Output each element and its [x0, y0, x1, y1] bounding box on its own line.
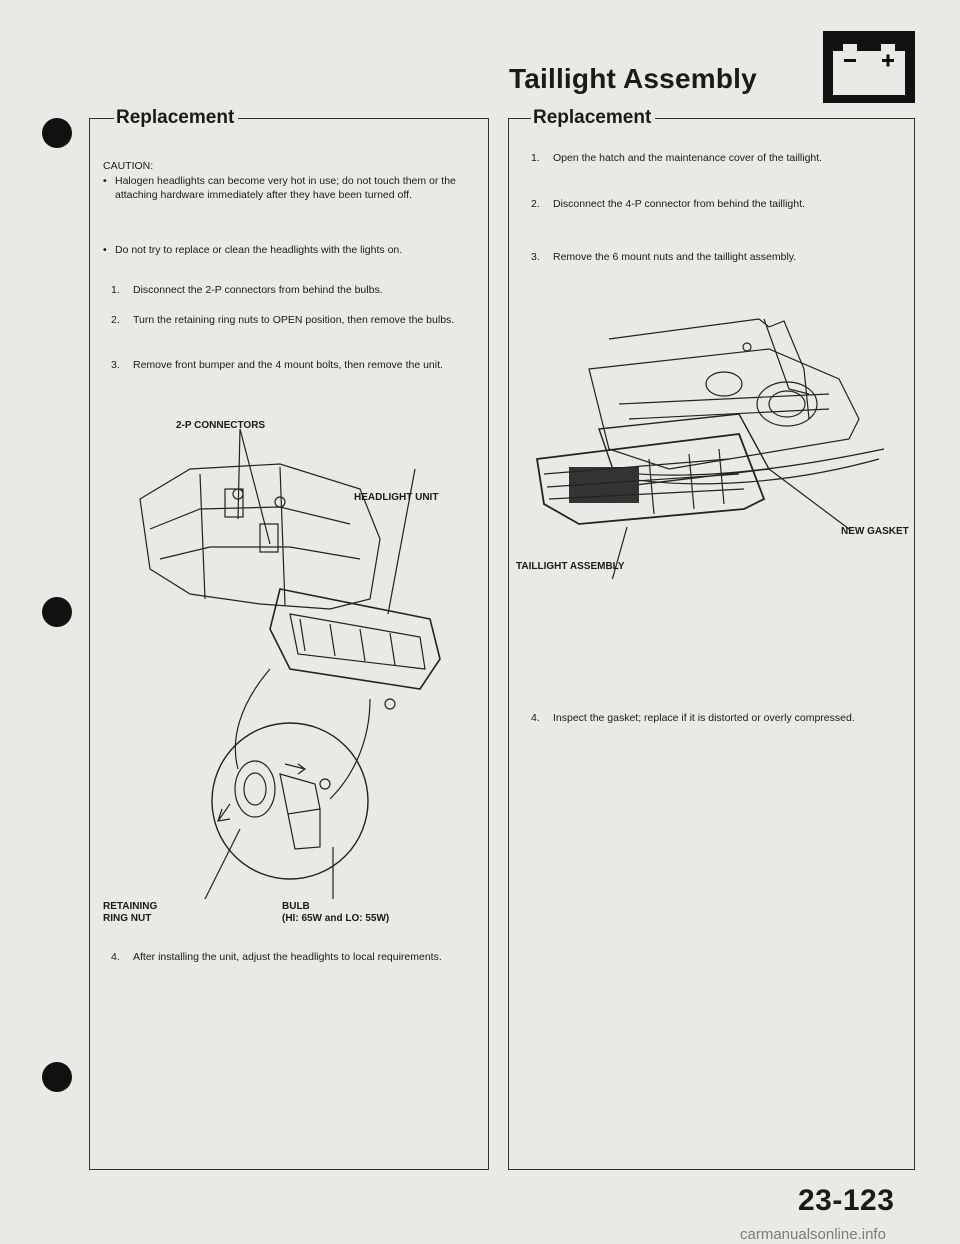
label-headlight-unit: HEADLIGHT UNIT — [354, 492, 439, 503]
label-new-gasket: NEW GASKET — [841, 526, 909, 537]
right-heading: Replacement — [531, 105, 655, 131]
label-taillight-assembly: TAILLIGHT ASSEMBLY — [516, 561, 625, 572]
left-step-2: 2. Turn the retaining ring nuts to OPEN position, then remove the bulbs. — [111, 314, 455, 326]
left-step-4: 4. After installing the unit, adjust the headlights to local requirements. — [111, 951, 442, 963]
caution-bullet-2: • Do not try to replace or clean the headlights with the lights on. — [103, 244, 403, 256]
right-step-4: 4. Inspect the gasket; replace if it is distorted or overly compressed. — [531, 712, 855, 724]
binder-hole-3 — [42, 1062, 72, 1092]
bullet-dot-icon: • — [103, 244, 107, 256]
headlight-replacement-panel — [89, 107, 489, 1170]
left-step-3: 3. Remove front bumper and the 4 mount bolts, then remove the unit. — [111, 359, 443, 371]
caution-bullet-1: • Halogen headlights can become very hot in use; do not touch them or the attaching hardware immediately after they have been turned off. — [103, 175, 456, 201]
taillight-replacement-panel — [508, 107, 915, 1170]
bullet-dot-icon: • — [103, 175, 107, 187]
left-step-1: 1. Disconnect the 2-P connectors from behind the bulbs. — [111, 284, 383, 296]
label-bulb-1: BULB — [282, 901, 310, 912]
right-step-1: 1. Open the hatch and the maintenance cover of the taillight. — [531, 152, 823, 164]
battery-icon — [823, 31, 915, 103]
left-heading: Replacement — [114, 105, 238, 131]
binder-hole-2 — [42, 597, 72, 627]
label-retaining-ring-nut-1: RETAINING — [103, 901, 158, 912]
page-title: Taillight Assembly — [509, 63, 757, 94]
taillight-illustration — [529, 309, 899, 579]
label-bulb-2: (HI: 65W and LO: 55W) — [282, 913, 390, 924]
right-step-3: 3. Remove the 6 mount nuts and the taillight assembly. — [531, 251, 797, 263]
page-number: 23-123 — [798, 1184, 895, 1217]
binder-hole-1 — [42, 118, 72, 148]
right-step-2: 2. Disconnect the 4-P connector from behind the taillight. — [531, 198, 805, 210]
caution-label: CAUTION: — [103, 160, 154, 172]
watermark: carmanualsonline.info — [740, 1226, 886, 1243]
label-retaining-ring-nut-2: RING NUT — [103, 913, 152, 924]
label-2p-connectors: 2-P CONNECTORS — [176, 420, 266, 431]
